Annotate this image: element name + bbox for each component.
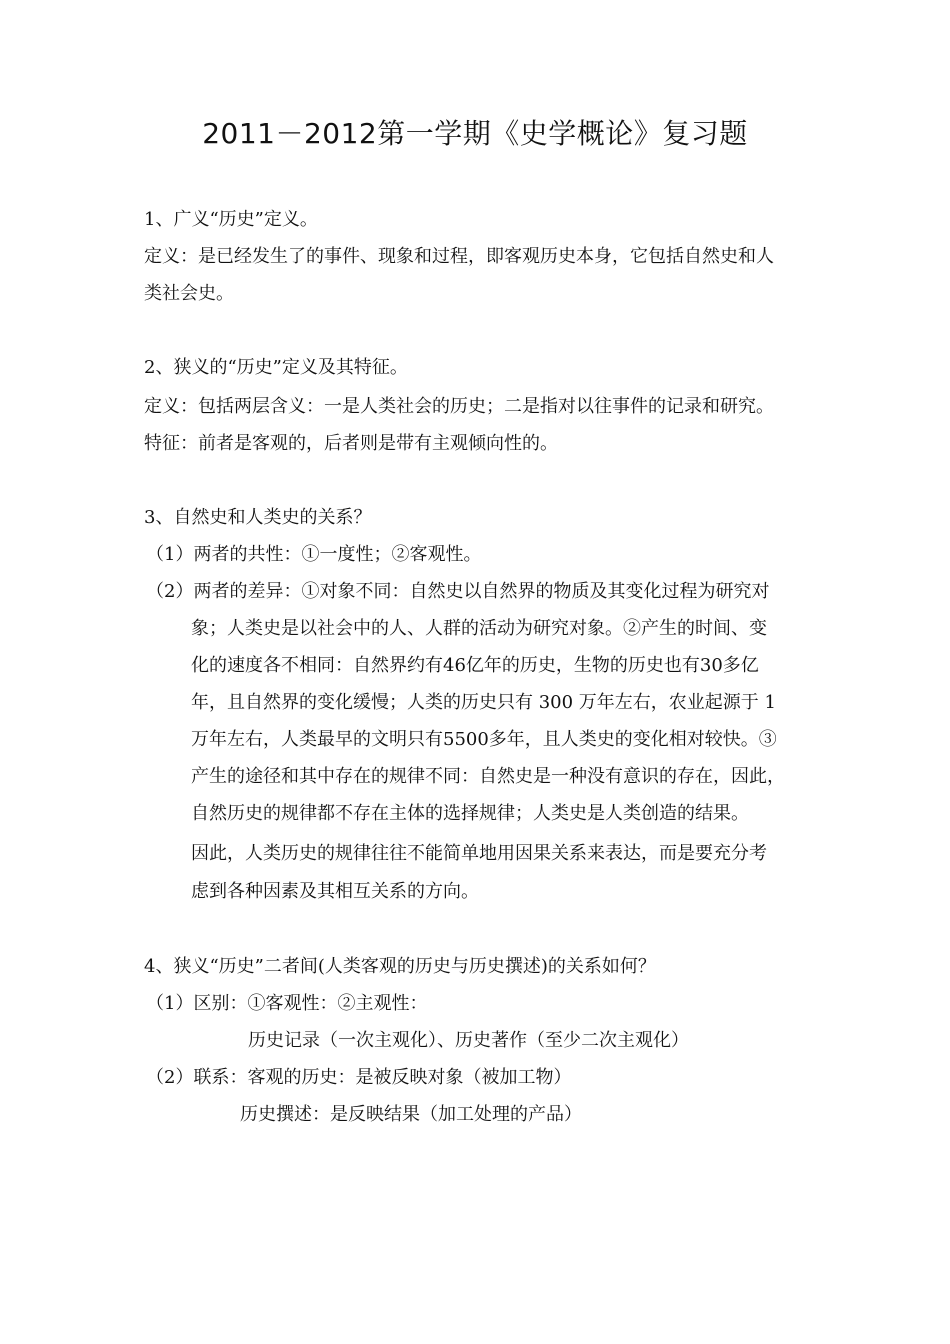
answer-3-line: 化的速度各不相同：自然界约有46亿年的历史，生物的历史也有30多亿: [191, 655, 759, 676]
question-2-heading: 2、狭义的“历史”定义及其特征。: [144, 357, 408, 378]
answer-4-subline: 历史撰述：是反映结果（加工处理的产品）: [240, 1104, 582, 1125]
answer-4-subline: 历史记录（一次主观化）、历史著作（至少二次主观化）: [248, 1030, 689, 1051]
answer-3-line: 产生的途径和其中存在的规律不同：自然史是一种没有意识的存在，因此，: [191, 766, 785, 787]
answer-1-line-1: 定义：是已经发生了的事件、现象和过程，即客观历史本身，它包括自然史和人: [144, 246, 774, 267]
answer-3-line: 年，且自然界的变化缓慢；人类的历史只有 300 万年左右，农业起源于 1: [191, 692, 776, 713]
answer-3-point-1: （1）两者的共性：①一度性；②客观性。: [146, 544, 482, 565]
answer-4-point-2: （2）联系：客观的历史：是被反映对象（被加工物）: [146, 1067, 572, 1088]
answer-1-line-2: 类社会史。: [144, 283, 234, 304]
answer-4-point-1: （1）区别：①客观性：②主观性：: [146, 993, 428, 1014]
answer-2-definition: 定义：包括两层含义：一是人类社会的历史；二是指对以往事件的记录和研究。: [144, 396, 774, 417]
answer-3-line: 虑到各种因素及其相互关系的方向。: [191, 881, 479, 902]
question-3-heading: 3、自然史和人类史的关系？: [144, 507, 372, 528]
answer-3-point-2: （2）两者的差异：①对象不同：自然史以自然界的物质及其变化过程为研究对: [146, 581, 770, 602]
answer-2-feature: 特征：前者是客观的，后者则是带有主观倾向性的。: [144, 433, 558, 454]
answer-3-line: 自然历史的规律都不存在主体的选择规律；人类史是人类创造的结果。: [191, 803, 749, 824]
question-1-heading: 1、广义“历史”定义。: [144, 209, 318, 230]
answer-3-line: 象；人类史是以社会中的人、人群的活动为研究对象。②产生的时间、变: [191, 618, 767, 639]
question-4-heading: 4、狭义“历史”二者间(人类客观的历史与历史撰述)的关系如何？: [144, 956, 656, 977]
answer-3-line: 万年左右，人类最早的文明只有5500多年，且人类史的变化相对较快。③: [191, 729, 777, 750]
document-title: 2011－2012第一学期《史学概论》复习题: [202, 117, 748, 150]
answer-3-line: 因此，人类历史的规律往往不能简单地用因果关系来表达，而是要充分考: [191, 843, 767, 864]
